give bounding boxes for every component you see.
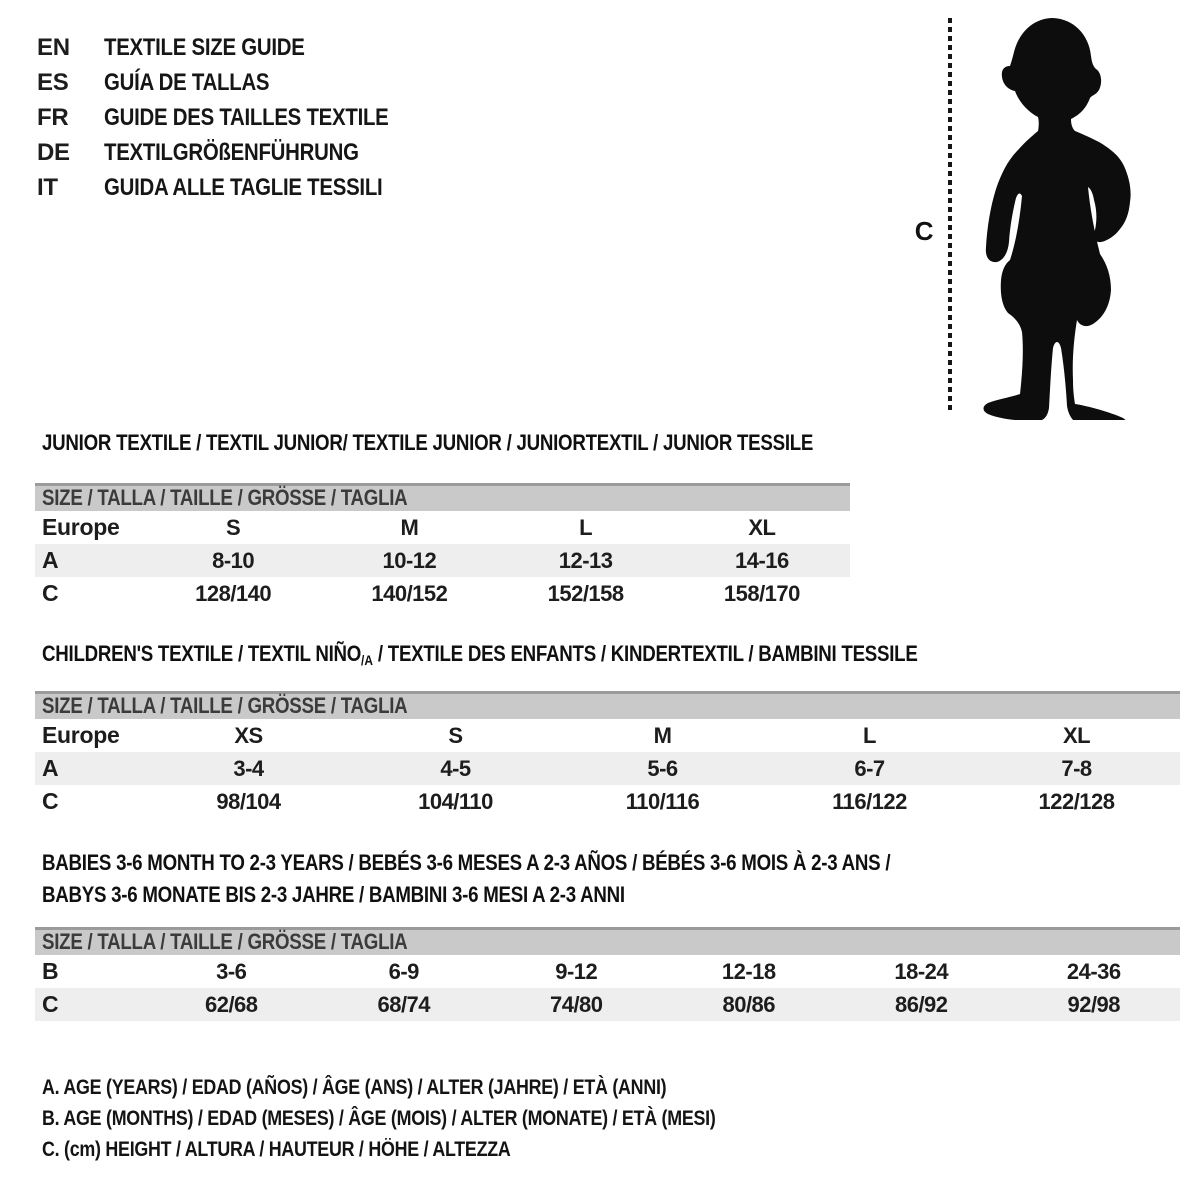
table-row (35, 719, 1180, 752)
table-cell: XL (748, 515, 776, 540)
table-row (35, 511, 850, 544)
row-label: Europe (42, 514, 120, 540)
section-title-post: / TEXTILE DES ENFANTS / KINDERTEXTIL / BAMBINI TESSILE (372, 641, 918, 666)
table-cell: 80/86 (722, 992, 776, 1017)
table-cell: 18-24 (894, 959, 949, 984)
table-cell: 62/68 (204, 992, 258, 1017)
size-table-children (35, 691, 1180, 818)
table-cell: 74/80 (549, 992, 603, 1017)
section-title-line1: BABIES 3-6 MONTH TO 2-3 YEARS / BEBÉS 3-6 MESES A 2-3 AÑOS / BÉBÉS 3-6 MOIS À 2-3 ANS / (42, 850, 891, 875)
table-cell: 12-18 (721, 959, 776, 984)
table-cell: 12-13 (558, 548, 613, 573)
size-table-header (35, 927, 1180, 955)
language-label: TEXTILGRÖßENFÜHRUNG (104, 138, 359, 166)
table-cell: 7-8 (1061, 756, 1092, 781)
toddler-silhouette-icon (958, 14, 1138, 420)
language-code: FR (37, 103, 69, 131)
table-cell: 10-12 (382, 548, 437, 573)
legend (42, 1072, 834, 1165)
table-cell: 8-10 (212, 548, 255, 573)
table-cell: 68/74 (377, 992, 431, 1017)
language-row (37, 170, 439, 205)
section-title-junior (42, 430, 949, 456)
table-row (35, 785, 1180, 818)
legend-line-text: B. AGE (MONTHS) / EDAD (MESES) / ÂGE (MOIS) / ALTER (MONATE) / ETÀ (MESI) (42, 1107, 716, 1130)
table-cell: 4-5 (440, 756, 471, 781)
legend-line-text: A. AGE (YEARS) / EDAD (AÑOS) / ÂGE (ANS) / ALTER (JAHRE) / ETÀ (ANNI) (42, 1076, 667, 1099)
table-cell: M (400, 515, 419, 540)
row-label: C (42, 991, 59, 1017)
table-cell: 3-4 (233, 756, 264, 781)
table-cell: XS (234, 723, 263, 748)
table-cell: S (448, 723, 463, 748)
legend-line-text: C. (cm) HEIGHT / ALTURA / HAUTEUR / HÖHE / ALTEZZA (42, 1138, 511, 1161)
language-code: ES (37, 68, 69, 96)
table-row (35, 955, 1180, 988)
size-table-babies (35, 927, 1180, 1021)
height-measure-label: C (914, 216, 934, 246)
table-cell: 92/98 (1067, 992, 1121, 1017)
table-row (35, 577, 850, 610)
table-row (35, 752, 1180, 785)
table-cell: 24-36 (1066, 959, 1121, 984)
table-cell: 6-7 (854, 756, 885, 781)
section-title-text (42, 641, 918, 673)
table-cell: 86/92 (894, 992, 948, 1017)
size-table-junior (35, 483, 850, 610)
table-cell: 104/110 (418, 789, 493, 814)
table-cell: 98/104 (216, 789, 281, 814)
language-row (37, 100, 439, 135)
legend-line-c (42, 1134, 834, 1165)
size-table-header-text: SIZE / TALLA / TAILLE / GRÖSSE / TAGLIA (42, 485, 408, 510)
table-cell: 6-9 (388, 959, 419, 984)
table-cell: 3-6 (216, 959, 247, 984)
row-label: Europe (42, 722, 120, 748)
size-table-header-text: SIZE / TALLA / TAILLE / GRÖSSE / TAGLIA (42, 693, 408, 718)
table-cell: L (579, 515, 593, 540)
language-row (37, 135, 439, 170)
table-row (35, 544, 850, 577)
language-code: IT (37, 173, 58, 201)
row-label: C (42, 788, 59, 814)
table-cell: 14-16 (734, 548, 789, 573)
height-measure-dashed-line (948, 18, 952, 414)
section-title-pre: CHILDREN'S TEXTILE / TEXTIL NIÑO (42, 641, 362, 666)
section-title-children (42, 641, 1072, 673)
language-label: GUIDE DES TAILLES TEXTILE (104, 103, 389, 131)
section-title-line2: BABYS 3-6 MONATE BIS 2-3 JAHRE / BAMBINI 3-6 MESI A 2-3 ANNI (42, 882, 625, 907)
language-label: GUÍA DE TALLAS (104, 68, 270, 96)
table-cell: 5-6 (647, 756, 678, 781)
language-label: GUIDA ALLE TAGLIE TESSILI (104, 173, 383, 201)
table-cell: 116/122 (832, 789, 907, 814)
language-row (37, 65, 439, 100)
table-cell: 110/116 (625, 789, 700, 814)
row-label: C (42, 580, 59, 606)
section-title-subscript: /A (361, 652, 373, 668)
row-label: B (42, 958, 59, 984)
table-cell: XL (1062, 723, 1091, 748)
table-cell: 128/140 (195, 581, 272, 606)
table-cell: L (863, 723, 876, 748)
section-title-text: JUNIOR TEXTILE / TEXTIL JUNIOR/ TEXTILE JUNIOR / JUNIORTEXTIL / JUNIOR TESSILE (42, 430, 814, 455)
table-cell: S (226, 515, 241, 540)
table-cell: 9-12 (555, 959, 598, 984)
language-list (37, 30, 439, 205)
table-cell: 122/128 (1038, 789, 1115, 814)
size-table-header (35, 483, 850, 511)
size-table-header-text: SIZE / TALLA / TAILLE / GRÖSSE / TAGLIA (42, 929, 408, 954)
legend-line-b (42, 1103, 834, 1134)
legend-line-a (42, 1072, 834, 1103)
table-cell: 152/158 (547, 581, 624, 606)
size-table-header (35, 691, 1180, 719)
language-code: DE (37, 138, 70, 166)
table-cell: 140/152 (371, 581, 448, 606)
row-label: A (42, 755, 59, 781)
toddler-silhouette-shape (984, 18, 1131, 420)
table-cell: 158/170 (723, 581, 800, 606)
row-label: A (42, 547, 59, 573)
language-row (37, 30, 439, 65)
table-row (35, 988, 1180, 1021)
language-label: TEXTILE SIZE GUIDE (104, 33, 305, 61)
section-title-babies (42, 847, 1040, 911)
language-code: EN (37, 33, 70, 61)
table-cell: M (653, 723, 672, 748)
